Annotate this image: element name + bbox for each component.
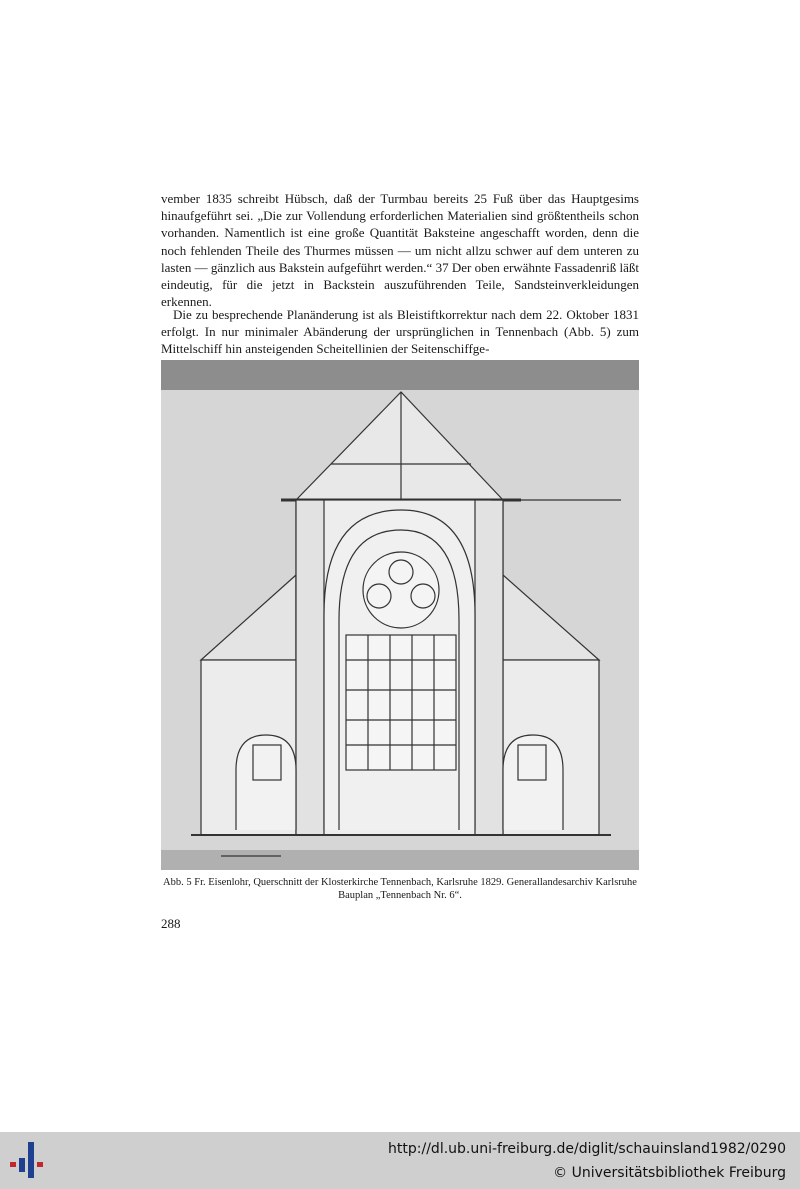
church-cross-section-drawing (161, 360, 639, 870)
body-paragraph-1: vember 1835 schreibt Hübsch, daß der Turmbau bereits 25 Fuß über das Hauptgesims hinaufgeführt sei. „Die zur Vollendung erforderlichen Materialien sind größtentheils schon vorhanden. Namentlich ist eine große Quantität Baksteine angeschafft worden, denn die noch fehlenden Theile des Thurmes müssen — um nicht allzu schwer auf dem unteren zu lasten — gänzlich aus Bakstein aufgeführt werden.“ 37 Der oben erwähnte Fassadenriß läßt eindeutig, für die jetzt in Backstein auszuführenden Teile, Sandsteinverkleidungen erkennen. (161, 191, 639, 310)
copyright-text: © Universitätsbibliothek Freiburg (553, 1165, 786, 1181)
figure-caption: Abb. 5 Fr. Eisenlohr, Querschnitt der Klosterkirche Tennenbach, Karlsruhe 1829. Generallandesarchiv Karlsruhe Bauplan „Tennenbach Nr. 6“. (163, 877, 637, 901)
document-url-link[interactable]: http://dl.ub.uni-freiburg.de/diglit/schauinsland1982/0290 (388, 1141, 786, 1157)
body-paragraph-2: Die zu besprechende Planänderung ist als Bleistiftkorrektur nach dem 22. Oktober 1831 erfolgt. In nur minimaler Abänderung der ursprünglichen in Tennenbach (Abb. 5) zum Mittelschiff hin ansteigenden Scheitellinien der Seitenschiffge- (161, 307, 639, 357)
ub-freiburg-logo-icon (10, 1142, 50, 1178)
architectural-drawing-image (161, 360, 639, 870)
page-number: 288 (161, 916, 181, 931)
footer-bar (0, 1132, 800, 1189)
